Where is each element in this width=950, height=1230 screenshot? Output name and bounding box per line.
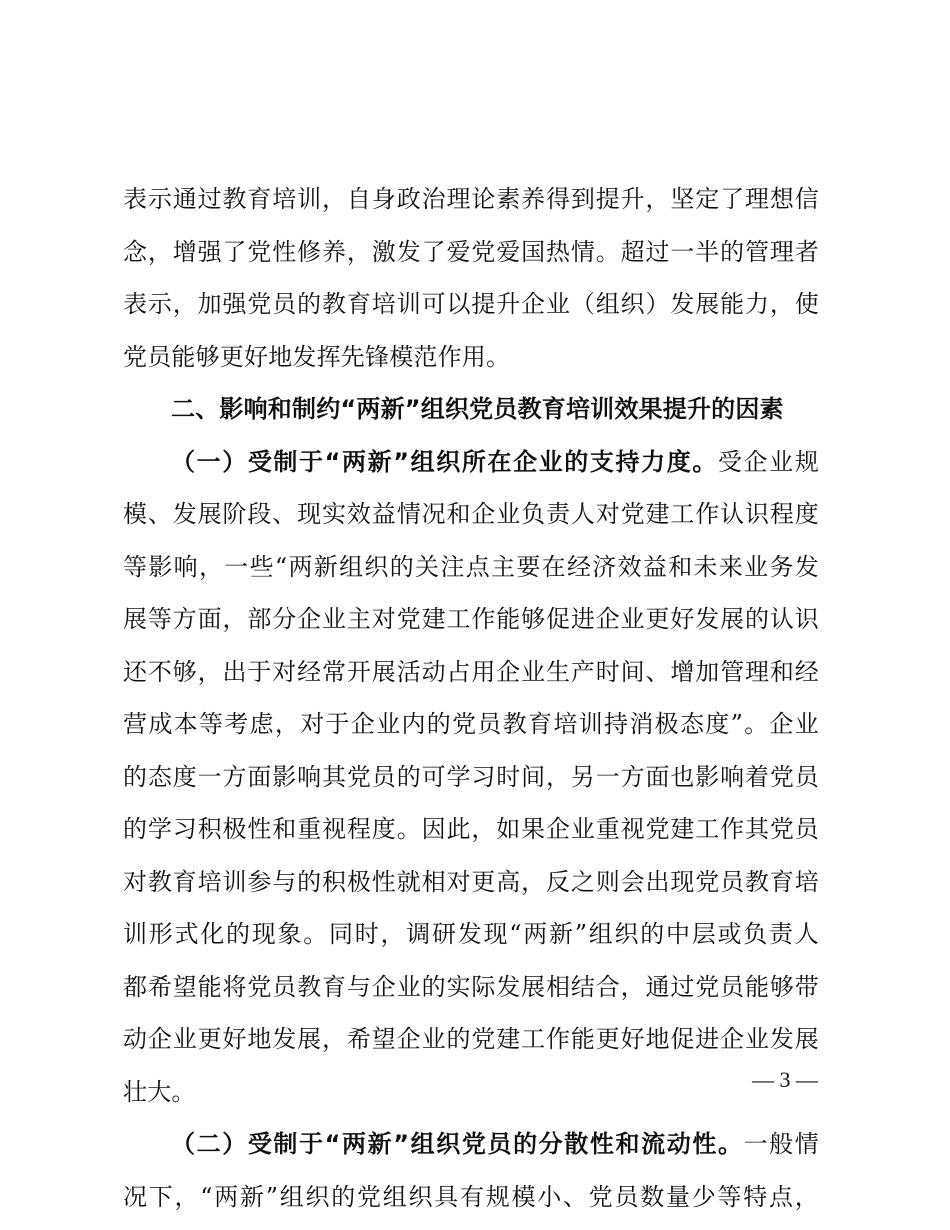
text-line: 念，增强了党性修养，激发了爱党爱国热情。超过一半的管理者 — [123, 237, 819, 266]
document-body — [123, 173, 819, 1223]
text-fragment: 受企业规 — [717, 447, 819, 476]
subsection-title: （二）受制于“两新”组织党员的分散性和流动性。 — [171, 1130, 744, 1158]
text-line: 党员能够更好地发挥先锋模范作用。 — [123, 342, 511, 371]
text-line: 展等方面，部分企业主对党建工作能够促进企业更好发展的认识 — [123, 605, 819, 633]
text-line: 动企业更好地发展，希望企业的党建工作能更好地促进企业发展 — [123, 1025, 819, 1053]
text-line: 等影响，一些“两新组织的关注点主要在经济效益和未来业务发 — [123, 552, 819, 581]
text-line: 模、发展阶段、现实效益情况和企业负责人对党建工作认识程度 — [123, 500, 819, 528]
text-fragment: 一般情 — [743, 1130, 819, 1158]
text-line: 训形式化的现象。同时，调研发现“两新”组织的中层或负责人 — [123, 920, 819, 948]
subsection-title: （一）受制于“两新”组织所在企业的支持力度。 — [171, 447, 718, 476]
text-line: 还不够，出于对经常开展活动占用企业生产时间、增加管理和经 — [123, 657, 819, 686]
text-line: 的学习积极性和重视程度。因此，如果企业重视党建工作其党员 — [123, 815, 819, 843]
text-line: 表示通过教育培训，自身政治理论素养得到提升，坚定了理想信 — [123, 185, 819, 213]
text-line: 壮大。 — [123, 1077, 196, 1106]
text-line: 都希望能将党员教育与企业的实际发展相结合，通过党员能够带 — [123, 972, 819, 1001]
text-line: 营成本等考虑，对于企业内的党员教育培训持消极态度”。企业 — [123, 710, 819, 738]
subsection-first-line — [123, 1118, 819, 1171]
text-line: 表示，加强党员的教育培训可以提升企业（组织）发展能力，使 — [123, 290, 819, 318]
page-number: — 3 — — [752, 1067, 818, 1092]
section-heading: 二、影响和制约“两新”组织党员教育培训效果提升的因素 — [171, 395, 784, 423]
text-line: 况下，“两新”组织的党组织具有规模小、党员数量少等特点， — [123, 1182, 819, 1211]
text-line: 对教育培训参与的积极性就相对更高，反之则会出现党员教育培 — [123, 867, 819, 896]
subsection-first-line — [123, 436, 819, 489]
text-line: 的态度一方面影响其党员的可学习时间，另一方面也影响着党员 — [123, 762, 819, 791]
